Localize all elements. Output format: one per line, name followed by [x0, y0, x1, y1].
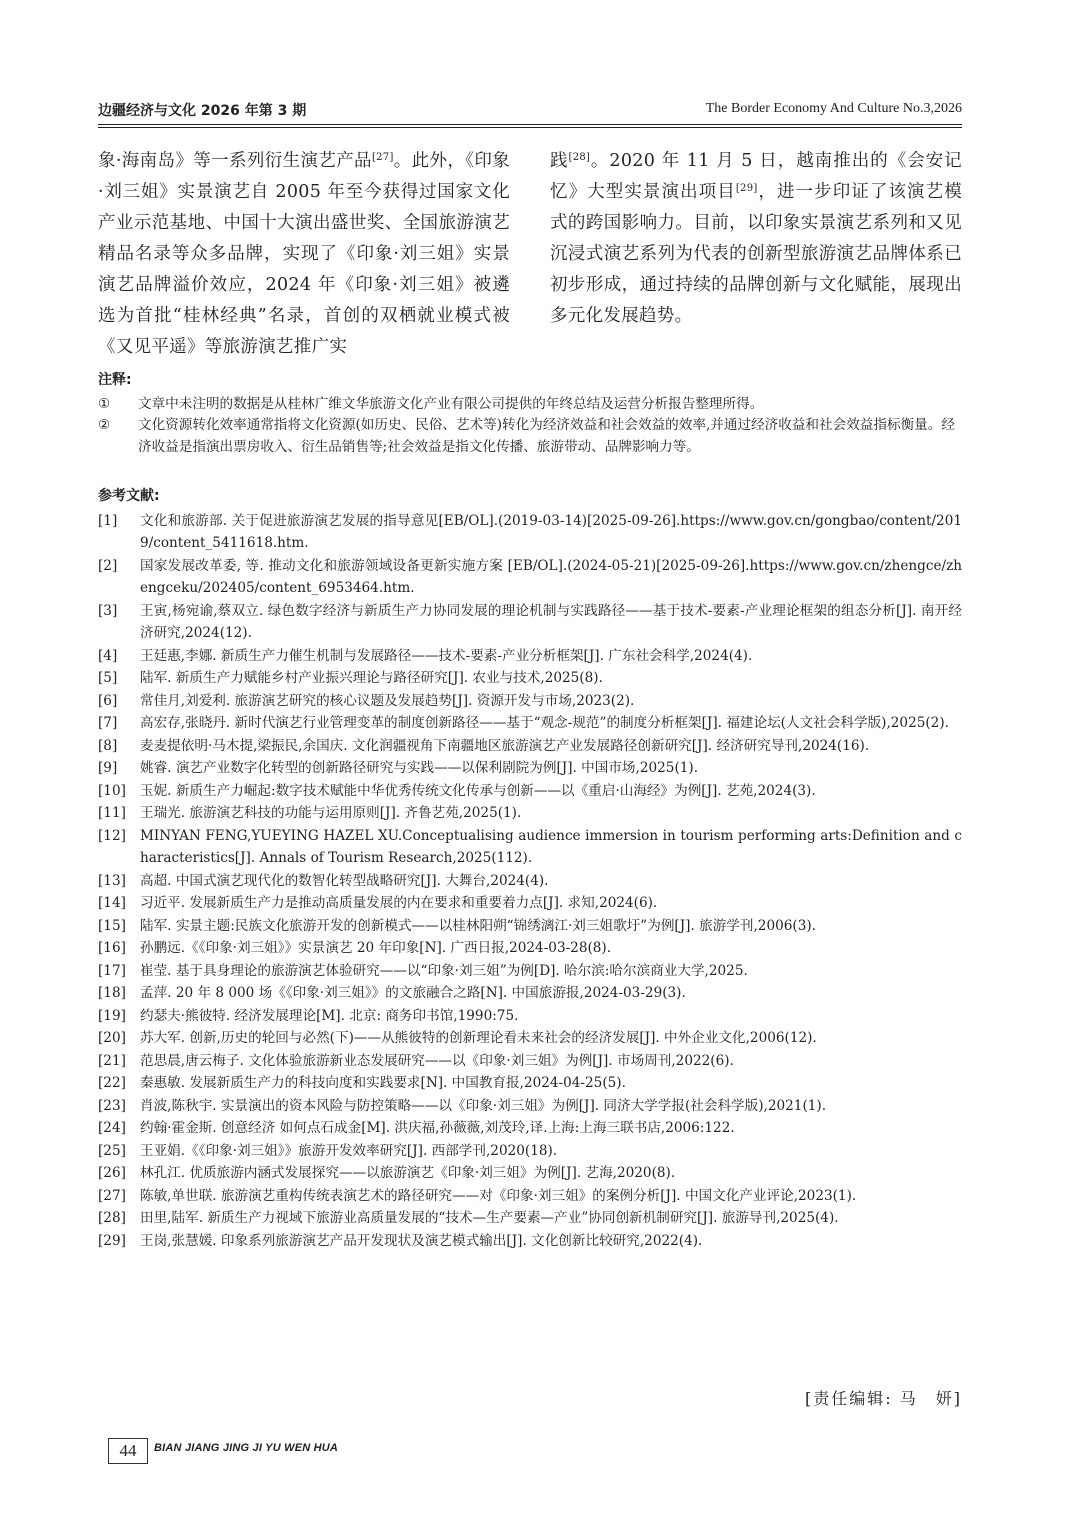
body-text: 。2020 年 11 月 5 日，越南推出的《会安记忆》大型实景演出项目: [550, 151, 962, 202]
page-number: 44: [108, 1438, 148, 1464]
reference-number: [29]: [98, 1232, 126, 1249]
reference-item: [98, 1230, 962, 1253]
reference-item: [98, 712, 962, 735]
references-section: [98, 485, 962, 1252]
body-text: 。此外，《印象·刘三姐》实景演艺自 2005 年至今获得过国家文化产业示范基地、中国十大演出盛世奖、全国旅游演艺精品名录等众多品牌，实现了《印象·刘三姐》实景演艺品牌溢价效应，2024 年《印象·刘三姐》被遴选为首批“桂林经典”名录，首创的双栖就业模式被《又见平遥》等旅游演艺推广实: [98, 151, 510, 357]
reference-item: [98, 915, 962, 938]
reference-text: 玉妮. 新质生产力崛起:数字技术赋能中华优秀传统文化传承与创新——以《重启·山海经》为例[J]. 艺苑,2024(3).: [140, 782, 816, 799]
reference-text: 范思晨,唐云梅子. 文化体验旅游新业态发展研究——以《印象·刘三姐》为例[J]. 市场周刊,2022(6).: [140, 1052, 734, 1069]
reference-item: [98, 1005, 962, 1028]
reference-number: [13]: [98, 872, 126, 889]
reference-item: [98, 735, 962, 758]
body-column-right: [550, 146, 962, 332]
reference-text: 麦麦提依明·马木提,梁振民,余国庆. 文化润疆视角下南疆地区旅游演艺产业发展路径创新研究[J]. 经济研究导刊,2024(16).: [140, 737, 870, 754]
reference-item: [98, 825, 962, 870]
reference-item: [98, 667, 962, 690]
body-text: ，进一步印证了该演艺模式的跨国影响力。目前，以印象实景演艺系列和又见沉浸式演艺系列为代表的创新型旅游演艺品牌体系已初步形成，通过持续的品牌创新与文化赋能，展现出多元化发展趋势。: [550, 182, 962, 326]
reference-text: 姚睿. 演艺产业数字化转型的创新路径研究与实践——以保利剧院为例[J]. 中国市场,2025(1).: [140, 760, 699, 776]
notes-title: 注释:: [98, 372, 132, 388]
reference-number: [6]: [98, 692, 118, 709]
reference-text: 王廷惠,李娜. 新质生产力催生机制与发展路径——技术-要素-产业分析框架[J]. 广东社会科学,2024(4).: [140, 647, 753, 664]
notes-section: [98, 370, 962, 458]
reference-item: [98, 982, 962, 1005]
references-title: 参考文献:: [98, 488, 160, 504]
reference-text: 王亚娟.《《印象·刘三姐》》旅游开发效率研究[J]. 西部学刊,2020(18).: [140, 1142, 558, 1159]
notes-list: [98, 394, 962, 459]
body-text: 象·海南岛》等一系列衍生演艺产品: [98, 151, 372, 171]
reference-item: [98, 757, 962, 780]
reference-text: 苏大军. 创新,历史的轮回与必然(下)——从熊彼特的创新理论看未来社会的经济发展[J]. 中外企业文化,2006(12).: [140, 1030, 817, 1046]
citation-superscript: [27]: [371, 152, 394, 163]
reference-number: [11]: [98, 805, 126, 821]
reference-number: [23]: [98, 1097, 126, 1114]
reference-number: [27]: [98, 1187, 126, 1204]
reference-text: 习近平. 发展新质生产力是推动高质量发展的内在要求和重要着力点[J]. 求知,2024(6).: [140, 895, 658, 911]
reference-number: [20]: [98, 1030, 126, 1046]
reference-number: [25]: [98, 1142, 126, 1159]
reference-text: 崔莹. 基于具身理论的旅游演艺体验研究——以“印象·刘三姐”为例[D]. 哈尔滨:哈尔滨商业大学,2025.: [140, 962, 748, 979]
reference-item: [98, 1207, 962, 1230]
reference-text: 秦惠敏. 发展新质生产力的科技向度和实践要求[N]. 中国教育报,2024-04-25(5).: [140, 1075, 626, 1091]
reference-item: [98, 960, 962, 983]
reference-number: [24]: [98, 1120, 126, 1136]
reference-number: [19]: [98, 1007, 126, 1024]
note-text: 文章中未注明的数据是从桂林广维文华旅游文化产业有限公司提供的年终总结及运营分析报告整理所得。: [138, 395, 764, 412]
reference-number: [22]: [98, 1075, 126, 1091]
reference-text: 孟萍. 20 年 8 000 场《《印象·刘三姐》》的文旅融合之路[N]. 中国旅游报,2024-03-29(3).: [140, 985, 686, 1001]
reference-item: [98, 1140, 962, 1163]
reference-text: 高超. 中国式演艺现代化的数智化转型战略研究[J]. 大舞台,2024(4).: [140, 872, 549, 889]
reference-number: [15]: [98, 917, 126, 934]
reference-number: [5]: [98, 670, 118, 686]
note-text: 文化资源转化效率通常指将文化资源(如历史、民俗、艺术等)转化为经济效益和社会效益的效率,并通过经济收益和社会效益指标衡量。经济收益是指演出票房收入、衍生品销售等;社会效益是指文化传播、旅游带动、品牌影响力等。: [138, 417, 955, 455]
reference-item: [98, 555, 962, 600]
reference-text: 国家发展改革委, 等. 推动文化和旅游领域设备更新实施方案 [EB/OL].(2024-05-21)[2025-09-26].https://www.gov.cn/zhengce/zhengceku/202405/content_6953464.htm.: [140, 557, 962, 596]
reference-item: [98, 1050, 962, 1073]
reference-text: 王岗,张慧媛. 印象系列旅游演艺产品开发现状及演艺模式输出[J]. 文化创新比较研究,2022(4).: [140, 1232, 703, 1249]
reference-number: [14]: [98, 895, 126, 911]
reference-item: [98, 780, 962, 803]
reference-item: [98, 645, 962, 668]
reference-text: 文化和旅游部. 关于促进旅游演艺发展的指导意见[EB/OL].(2019-03-14)[2025-09-26].https://www.gov.cn/gongbao/content/2019/content_5411618.htm.: [140, 512, 962, 551]
reference-item: [98, 1162, 962, 1185]
reference-item: [98, 1072, 962, 1095]
reference-text: 陆军. 实景主题:民族文化旅游开发的创新模式——以桂林阳朔“锦绣漓江·刘三姐歌圩”为例[J]. 旅游学刊,2006(3).: [140, 917, 816, 934]
reference-item: [98, 600, 962, 645]
reference-number: [8]: [98, 737, 118, 754]
reference-text: MINYAN FENG,YUEYING HAZEL XU.Conceptualising audience immersion in tourism performing arts:Definition and characteristics[J]. Annals of Tourism Research,2025(112).: [140, 827, 962, 866]
references-list: [98, 510, 962, 1253]
body-column-left: [98, 146, 510, 363]
reference-item: [98, 510, 962, 555]
journal-issue-title: 边疆经济与文化 2026 年第 3 期: [98, 103, 307, 119]
reference-item: [98, 1095, 962, 1118]
reference-number: [2]: [98, 557, 118, 574]
reference-text: 田里,陆军. 新质生产力视域下旅游业高质量发展的“技术—生产要素—产业”协同创新机制研究[J]. 旅游导刊,2025(4).: [140, 1210, 839, 1226]
citation-superscript: [29]: [735, 183, 758, 194]
reference-text: 陈敏,单世联. 旅游演艺重构传统表演艺术的路径研究——对《印象·刘三姐》的案例分析[J]. 中国文化产业评论,2023(1).: [140, 1187, 857, 1204]
reference-number: [21]: [98, 1052, 126, 1069]
reference-item: [98, 690, 962, 713]
header-rule-secondary: [98, 127, 962, 128]
reference-item: [98, 1185, 962, 1208]
reference-number: [10]: [98, 782, 126, 799]
reference-number: [4]: [98, 647, 118, 664]
reference-number: [9]: [98, 760, 118, 776]
note-marker: ②: [98, 417, 111, 433]
reference-text: 陆军. 新质生产力赋能乡村产业振兴理论与路径研究[J]. 农业与技术,2025(8).: [140, 670, 603, 686]
reference-text: 高宏存,张晓丹. 新时代演艺行业管理变革的制度创新路径——基于“观念-规范”的制度分析框架[J]. 福建论坛(人文社会科学版),2025(2).: [140, 715, 949, 731]
note-item: [98, 415, 962, 458]
header-rule: [98, 124, 962, 125]
responsible-editor: [责任编辑: 马 妍]: [805, 1389, 962, 1408]
journal-english-title: The Border Economy And Culture No.3,2026: [705, 101, 962, 116]
reference-item: [98, 892, 962, 915]
reference-text: 林孔江. 优质旅游内涵式发展探究——以旅游演艺《印象·刘三姐》为例[J]. 艺海,2020(8).: [140, 1165, 676, 1181]
reference-number: [12]: [98, 827, 126, 844]
reference-text: 常佳月,刘爱利. 旅游演艺研究的核心议题及发展趋势[J]. 资源开发与市场,2023(2).: [140, 692, 635, 709]
reference-text: 肖波,陈秋宇. 实景演出的资本风险与防控策略——以《印象·刘三姐》为例[J]. 同济大学学报(社会科学版),2021(1).: [140, 1097, 827, 1114]
reference-text: 约瑟夫·熊彼特. 经济发展理论[M]. 北京: 商务印书馆,1990:75.: [140, 1007, 519, 1024]
reference-number: [26]: [98, 1165, 126, 1181]
reference-text: 约翰·霍金斯. 创意经济 如何点石成金[M]. 洪庆福,孙薇薇,刘茂玲,译.上海:上海三联书店,2006:122.: [140, 1120, 735, 1136]
body-text: 践: [550, 151, 569, 171]
reference-number: [7]: [98, 715, 118, 731]
reference-number: [18]: [98, 985, 126, 1001]
reference-item: [98, 937, 962, 960]
reference-number: [28]: [98, 1210, 126, 1226]
reference-item: [98, 1117, 962, 1140]
reference-number: [3]: [98, 602, 118, 619]
reference-text: 王瑞光. 旅游演艺科技的功能与运用原则[J]. 齐鲁艺苑,2025(1).: [140, 805, 522, 821]
reference-text: 孙鹏远.《《印象·刘三姐》》实景演艺 20 年印象[N]. 广西日报,2024-03-28(8).: [140, 940, 612, 956]
reference-item: [98, 1027, 962, 1050]
note-marker: ①: [98, 395, 111, 412]
reference-number: [1]: [98, 512, 118, 529]
journal-pinyin-name: BIAN JIANG JING JI YU WEN HUA: [154, 1442, 339, 1454]
reference-item: [98, 802, 962, 825]
running-header: [98, 100, 962, 122]
reference-item: [98, 870, 962, 893]
note-item: [98, 394, 962, 416]
reference-text: 王寅,杨宛谕,蔡双立. 绿色数字经济与新质生产力协同发展的理论机制与实践路径——基于技术-要素-产业理论框架的组态分析[J]. 南开经济研究,2024(12).: [140, 602, 962, 641]
citation-superscript: [28]: [568, 152, 591, 163]
reference-number: [17]: [98, 962, 126, 979]
reference-number: [16]: [98, 940, 126, 956]
